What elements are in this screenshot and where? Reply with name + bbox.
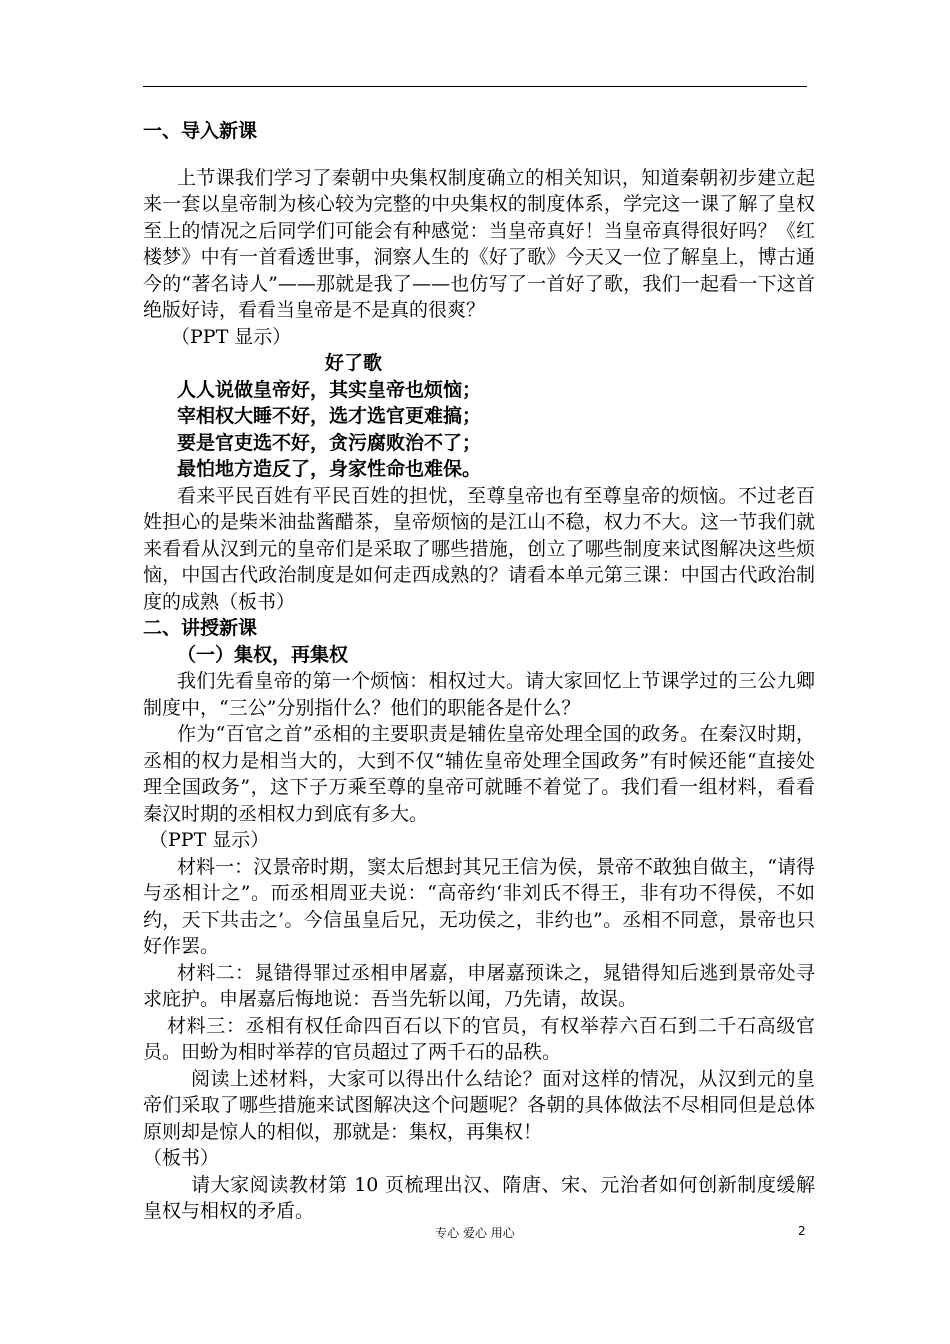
poem-line: 要是官吏选不好，贪污腐败治不了； <box>177 431 482 454</box>
paragraph: 看来平民百姓有平民百姓的担忧，至尊皇帝也有至尊皇帝的烦恼。不过老百姓担心的是柴米油盐酱醋茶，皇帝烦恼的是江山不稳，权力不大。这一节我们就来看看从汉到元的皇帝们是采取了哪些措施，创立了哪些制度来试图解决这些烦恼，中国古代政治制度是如何走西成熟的？请看本单元第三课：中国古代政治制度的成熟（板书） <box>143 484 815 613</box>
ppt-note: （PPT 显示） <box>171 325 292 348</box>
header-rule <box>143 86 807 87</box>
material-2: 材料二：晁错得罪过丞相申屠嘉，申屠嘉预诛之，晁错得知后逃到景帝处寻求庇护。申屠嘉后悔地说：吾当先斩以闻，乃先请，故误。 <box>143 961 815 1010</box>
material-3: 材料三：丞相有权任命四百石以下的官员，有权举荐六百石到二千石高级官员。田蚡为相时举荐的官员超过了两千石的品秩。 <box>143 1014 815 1063</box>
paragraph: 请大家阅读教材第 10 页梳理出汉、隋唐、宋、元治者如何创新制度缓解皇权与相权的矛盾。 <box>143 1173 815 1222</box>
section-heading-lecture: 二、讲授新课 <box>143 617 258 639</box>
ppt-note: （PPT 显示） <box>149 829 270 851</box>
paragraph: 我们先看皇帝的第一个烦恼：相权过大。请大家回忆上节课学过的三公九卿制度中，“三公”分别指什么？他们的职能各是什么？ <box>143 670 815 719</box>
poem-line: 最怕地方造反了，身家性命也难保。 <box>177 458 482 480</box>
subsection-heading: （一）集权，再集权 <box>177 643 349 666</box>
poem-title: 好了歌 <box>325 352 383 374</box>
poem-line: 人人说做皇帝好，其实皇帝也烦恼； <box>177 378 482 401</box>
document-body <box>143 118 815 1225</box>
paragraph: 上节课我们学习了秦朝中央集权制度确立的相关知识，知道秦朝初步建立起来一套以皇帝制为核心较为完整的中央集权的制度体系，学完这一课了解了皇权至上的情况之后同学们可能会有种感觉：当皇帝真好！当皇帝真得很好吗？《红楼梦》中有一首看透世事，洞察人生的《好了歌》今天又一位了解皇上，博古通今的“著名诗人”——那就是我了——也仿写了一首好了歌，我们一起看一下这首绝版好诗，看看当皇帝是不是真的很爽？ <box>143 166 815 321</box>
paragraph: 阅读上述材料，大家可以得出什么结论？面对这样的情况，从汉到元的皇帝们采取了哪些措施来试图解决这个问题呢？各朝的具体做法不尽相同但是总体原则却是惊人的相似，那就是：集权，再集权！ <box>143 1067 815 1143</box>
material-1: 材料一：汉景帝时期，窦太后想封其兄王信为侯，景帝不敢独自做主，“请得与丞相计之”。而丞相周亚夫说：“高帝约‘非刘氏不得王，非有功不得侯，不如约，天下共击之’。今信虽皇后兄，无功侯之，非约也”。丞相不同意，景帝也只好作罢。 <box>143 855 815 957</box>
paragraph: 作为“百官之首”丞相的主要职责是辅佐皇帝处理全国的政务。在秦汉时期，丞相的权力是相当大的，大到不仅“辅佐皇帝处理全国政务”有时候还能“直接处理全国政务”，这下子万乘至尊的皇帝可就睡不着觉了。我们看一组材料，看看秦汉时期的丞相权力到底有多大。 <box>143 723 815 825</box>
footer-motto: 专心 爱心 用心 <box>435 1226 515 1240</box>
page-number: 2 <box>798 1224 806 1238</box>
poem-line: 宰相权大睡不好，选才选官更难搞； <box>177 405 482 427</box>
section-heading-intro: 一、导入新课 <box>143 120 258 142</box>
board-note: （板书） <box>143 1147 220 1169</box>
